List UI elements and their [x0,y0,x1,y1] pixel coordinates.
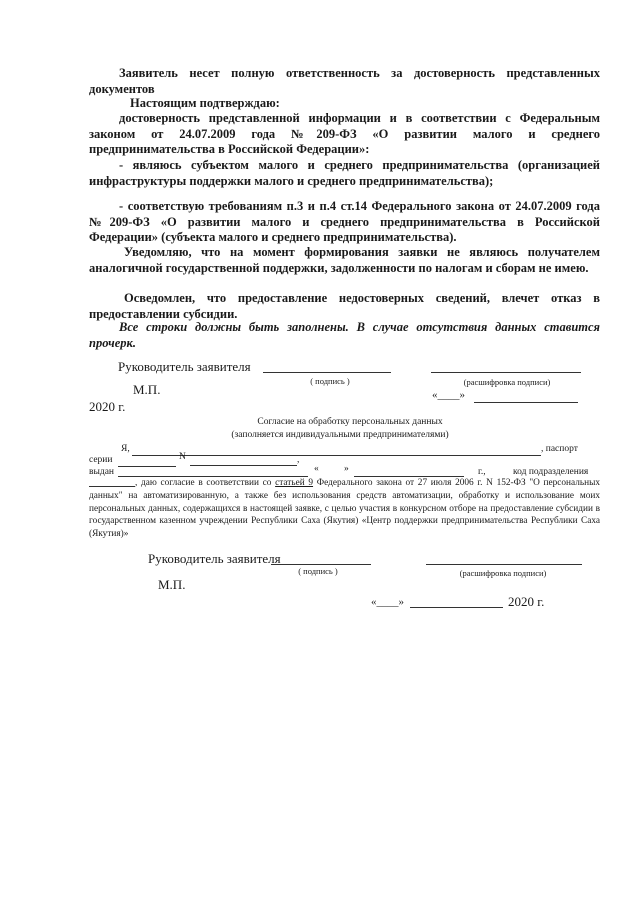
consent-code-label: код подразделения [513,467,589,477]
consent-year-label: г., [478,467,486,477]
paragraph-confirm-heading: Настоящим подтверждаю: [130,96,280,110]
statute-link[interactable]: статьей 9 [275,478,314,488]
head-label-2: Руководитель заявителя [148,551,281,566]
consent-text-start: , даю согласие в соответствии со [135,478,276,488]
head-label-1: Руководитель заявителя [118,359,251,374]
paragraph-aware: Осведомлен, что предоставление недостоверных сведений, влечет отказ в предоставлении субсидии. [89,291,600,321]
paragraph-sme-status: - являюсь субъектом малого и среднего предпринимательства (организацией инфраструктуры поддержки малого и среднего предпринимательства); [89,158,600,188]
consent-quote-open: « [314,464,319,474]
date-day-1: «____» [432,389,465,401]
date-month-line-1[interactable] [474,402,578,403]
decode-line-1[interactable] [431,372,581,373]
consent-title: Согласие на обработку персональных данных [257,417,443,427]
date-month-line-2[interactable] [410,607,503,608]
date-day-2: «____» [371,596,404,608]
stamp-label-1: М.П. [133,382,161,397]
paragraph-fill-all-lines: Все строки должны быть заполнены. В случае отсутствия данных ставится прочерк. [89,320,600,350]
decode-caption-2: (расшифровка подписи) [459,568,547,578]
consent-text-rest: Федерального закона от 27 июля 2006 г. N 152-ФЗ "О персональных данных" на автоматизированную, а также без использования средств автоматизации, обработку и использование моих персональных данных, содержащихся в настоящей заявке, с целью участия в конкурсном отборе на предоставление субсидии в государственном казенном учреждении Республики Саха (Якутия) «Центр поддержки предпринимательства Республики Саха (Якутия)» [89,478,600,540]
date-year-1: 2020 г. [89,399,126,414]
paragraph-reliability: достоверность представленной информации и в соответствии с Федеральным законом от 24.07.2009 года №209-ФЗ «О развитии малого и среднего предпринимательства в Российской Федерации»: [89,111,600,156]
consent-passport-label: , паспорт [541,444,578,454]
decode-line-2[interactable] [426,564,582,565]
paragraph-compliance: - соответствую требованиям п.3 и п.4 ст.14 Федерального закона от 24.07.2009 года №209-ФЗ «О развитии малого и среднего предпринимательства в Российской Федерации» (субъекта малого и среднего предпринимательства). [89,199,600,244]
consent-name-line[interactable] [132,455,541,456]
signature-line-2[interactable] [271,564,371,565]
consent-series-line[interactable] [118,466,176,467]
stamp-label-2: М.П. [158,577,186,592]
signature-line-1[interactable] [263,372,391,373]
consent-series-label: серии [89,455,113,465]
signature-caption-2: ( подпись ) [298,566,338,576]
consent-text [89,477,600,541]
paragraph-responsibility: Заявитель несет полную ответственность за достоверность представленных документов [89,66,600,96]
date-year-2: 2020 г. [508,594,545,609]
decode-caption-1: (расшифровка подписи) [463,377,551,387]
consent-number-label: N [179,452,186,462]
paragraph-notice: Уведомляю, что на момент формирования заявки не являюсь получателем аналогичной государственной поддержки, задолженности по налогам и сборам не имею. [89,245,600,275]
consent-number-comma: , [297,455,300,465]
consent-number-line[interactable] [190,465,297,466]
consent-quote-close: » [344,464,349,474]
consent-ya: Я, [121,444,130,454]
signature-caption-1: ( подпись ) [310,376,350,386]
consent-subtitle: (заполняется индивидуальными предпринимателями) [231,430,449,440]
consent-issued-label: выдан [89,467,115,477]
